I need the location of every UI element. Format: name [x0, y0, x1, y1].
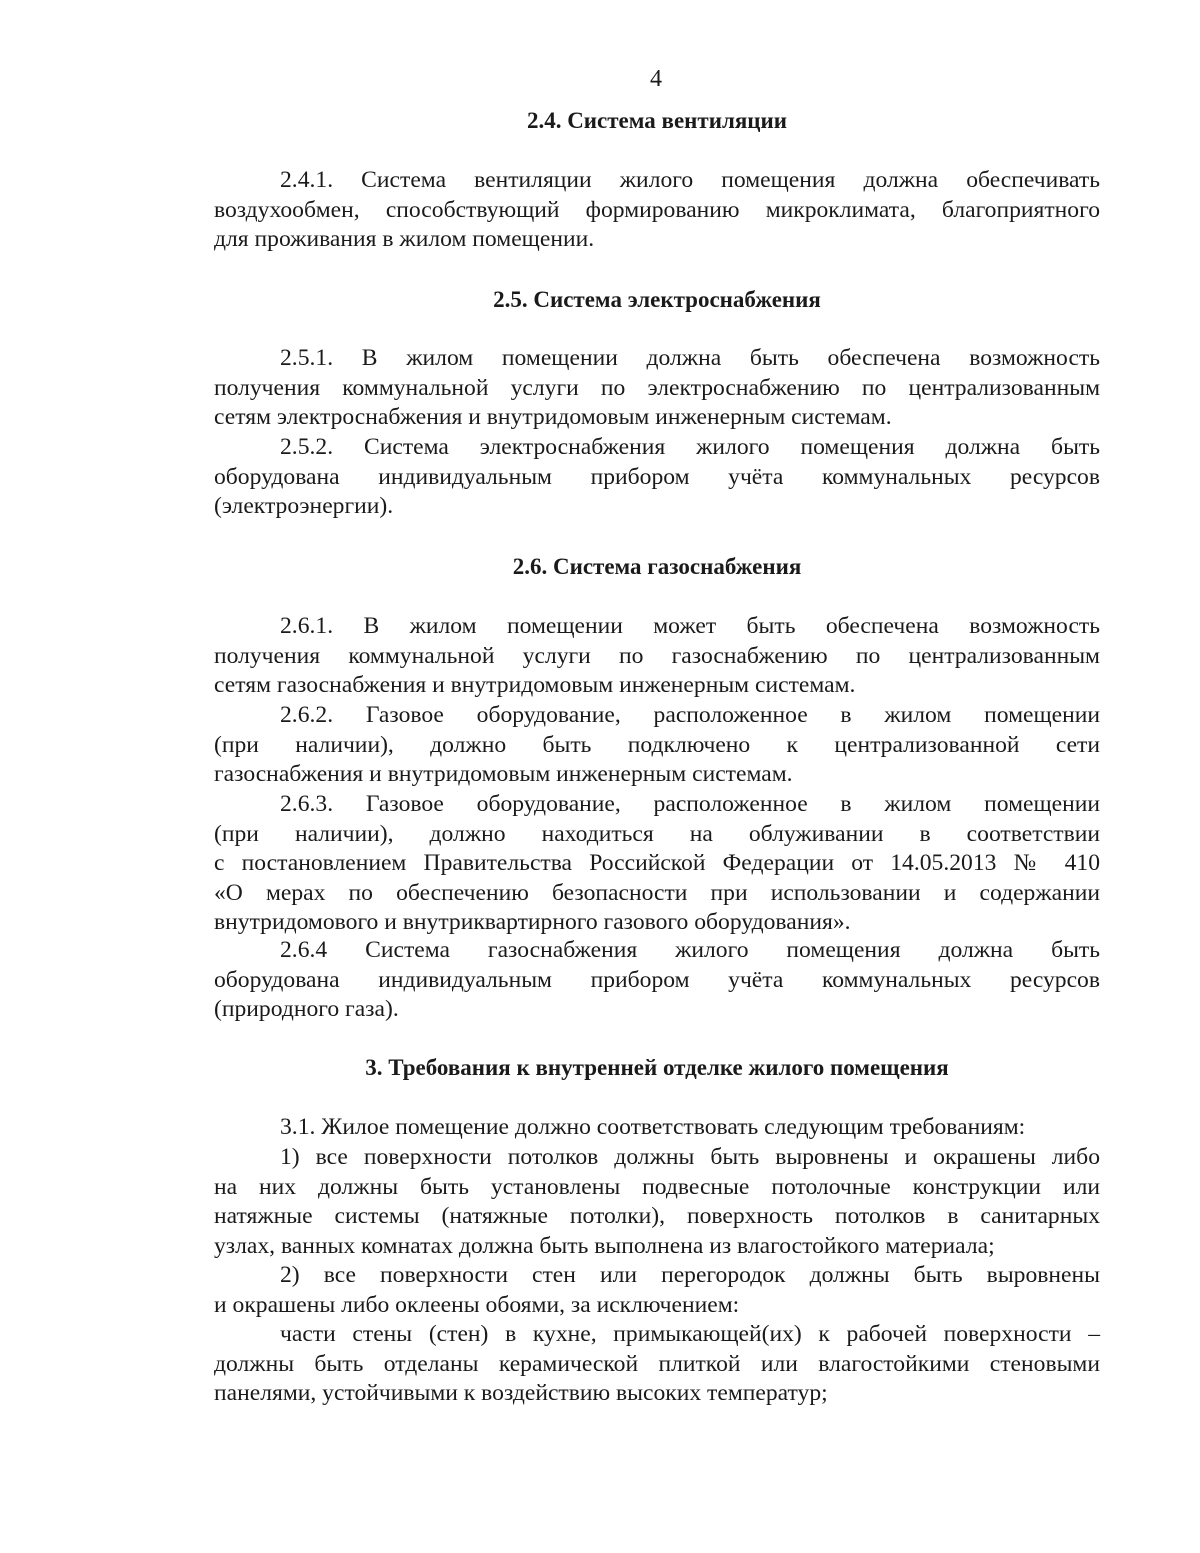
- text-line: сетям электроснабжения и внутридомовым инженерным системам.: [214, 404, 892, 430]
- paragraph-3-1-item-1: [214, 1143, 1100, 1261]
- text-line: 2.6.2. Газовое оборудование, расположенное в жилом помещении: [280, 702, 1100, 728]
- text-line: должны быть отделаны керамической плиткой или влагостойкими стеновыми: [214, 1350, 1100, 1377]
- text-line: на них должны быть установлены подвесные потолочные конструкции или: [214, 1173, 1100, 1200]
- paragraph-2-4-1: [214, 166, 1100, 255]
- text-line: 2.5.1. В жилом помещении должна быть обеспечена возможность: [280, 345, 1100, 371]
- text-line: 2) все поверхности стен или перегородок должны быть выровнены: [280, 1262, 1100, 1288]
- page-number: 4: [650, 66, 662, 92]
- paragraph-3-1-item-2-exception: [214, 1320, 1100, 1409]
- text-line: для проживания в жилом помещении.: [214, 226, 595, 252]
- text-line: 2.6.1. В жилом помещении может быть обеспечена возможность: [280, 613, 1100, 639]
- paragraph-2-5-2: [214, 433, 1100, 522]
- text-line: «О мерах по обеспечению безопасности при использовании и содержании: [214, 879, 1100, 906]
- paragraph-2-6-4: [214, 936, 1100, 1025]
- paragraph-3-1-item-2: [214, 1261, 1100, 1320]
- text-line: оборудована индивидуальным прибором учёта коммунальных ресурсов: [214, 463, 1100, 490]
- text-line: 1) все поверхности потолков должны быть выровнены и окрашены либо: [280, 1144, 1100, 1170]
- text-line: 2.6.4 Система газоснабжения жилого помещения должна быть: [280, 937, 1100, 963]
- text-line: натяжные системы (натяжные потолки), поверхность потолков в санитарных: [214, 1203, 1100, 1229]
- text-line: 2.6.3. Газовое оборудование, расположенное в жилом помещении: [280, 791, 1100, 817]
- paragraph-2-5-1: [214, 344, 1100, 433]
- text-line: газоснабжения и внутридомовым инженерным системам.: [214, 761, 793, 787]
- text-line: узлах, ванных комнатах должна быть выполнена из влагостойкого материала;: [214, 1232, 995, 1259]
- heading-3: 3. Требования к внутренней отделке жилого помещения: [365, 1055, 949, 1080]
- paragraph-2-6-2: [214, 701, 1100, 790]
- paragraph-2-6-1: [214, 612, 1100, 701]
- text-line: (электроэнергии).: [214, 493, 394, 519]
- paragraph-2-6-3: [214, 790, 1100, 938]
- text-line: 2.5.2. Система электроснабжения жилого помещения должна быть: [280, 434, 1100, 460]
- text-line: сетям газоснабжения и внутридомовым инженерным системам.: [214, 672, 856, 698]
- text-line: (при наличии), должно находиться на облуживании в соответствии: [214, 820, 1100, 847]
- text-line: (природного газа).: [214, 996, 399, 1022]
- heading-2-6: 2.6. Система газоснабжения: [512, 554, 802, 579]
- text-line: панелями, устойчивыми к воздействию высоких температур;: [214, 1380, 828, 1406]
- text-line: получения коммунальной услуги по электроснабжению по централизованным: [214, 374, 1100, 401]
- text-line: 3.1. Жилое помещение должно соответствовать следующим требованиям:: [280, 1114, 1026, 1140]
- text-line: части стены (стен) в кухне, примыкающей(их) к рабочей поверхности –: [280, 1321, 1100, 1347]
- heading-2-5: 2.5. Система электроснабжения: [493, 287, 821, 312]
- text-line: внутридомового и внутриквартирного газового оборудования».: [214, 909, 851, 935]
- text-line: 2.4.1. Система вентиляции жилого помещения должна обеспечивать: [280, 167, 1100, 193]
- text-line: воздухообмен, способствующий формированию микроклимата, благоприятного: [214, 196, 1100, 223]
- text-line: оборудована индивидуальным прибором учёта коммунальных ресурсов: [214, 966, 1100, 993]
- text-line: и окрашены либо оклеены обоями, за исключением:: [214, 1291, 740, 1318]
- text-line: (при наличии), должно быть подключено к централизованной сети: [214, 731, 1100, 758]
- text-line: с постановлением Правительства Российской Федерации от 14.05.2013 № 410: [214, 850, 1100, 876]
- heading-2-4: 2.4. Система вентиляции: [526, 108, 788, 133]
- text-line: получения коммунальной услуги по газоснабжению по централизованным: [214, 642, 1100, 669]
- paragraph-3-1: [214, 1113, 1100, 1143]
